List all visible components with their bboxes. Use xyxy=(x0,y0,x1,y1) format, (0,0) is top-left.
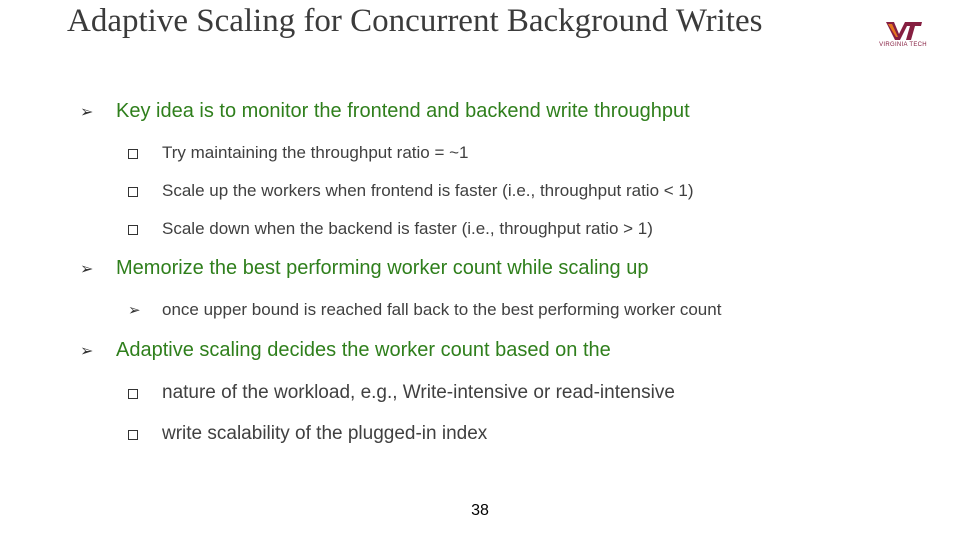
subbullet-text: write scalability of the plugged-in index xyxy=(162,423,488,444)
subbullet-workload xyxy=(128,382,675,404)
bullet-memorize xyxy=(80,257,648,280)
bullet-key-idea xyxy=(80,100,690,123)
arrow-bullet-icon: ➢ xyxy=(80,103,94,121)
bullet-text: Key idea is to monitor the frontend and backend write throughput xyxy=(116,100,690,122)
arrow-bullet-icon: ➢ xyxy=(80,260,94,278)
vt-logo-icon xyxy=(872,20,934,42)
subbullet-ratio xyxy=(128,143,469,163)
subbullet-text: once upper bound is reached fall back to the best performing worker count xyxy=(162,300,722,319)
checkbox-bullet-icon xyxy=(128,430,138,440)
bullet-text: Adaptive scaling decides the worker count based on the xyxy=(116,339,611,361)
subbullet-scale-up xyxy=(128,181,694,201)
subbullet-text: nature of the workload, e.g., Write-intensive or read-intensive xyxy=(162,382,675,403)
subbullet-scale-down xyxy=(128,219,653,239)
subbullet-text: Scale down when the backend is faster (i.e., throughput ratio > 1) xyxy=(162,219,653,238)
virginia-tech-logo xyxy=(872,20,934,50)
subbullet-index xyxy=(128,423,487,445)
subbullet-text: Try maintaining the throughput ratio = ~1 xyxy=(162,143,469,162)
logo-wordmark: VIRGINIA TECH xyxy=(879,42,927,48)
bullet-adaptive-scaling xyxy=(80,339,611,362)
arrow-bullet-icon: ➢ xyxy=(80,342,94,360)
checkbox-bullet-icon xyxy=(128,149,138,159)
page-number: 38 xyxy=(471,502,489,519)
subbullet-fallback xyxy=(128,300,721,320)
checkbox-bullet-icon xyxy=(128,225,138,235)
checkbox-bullet-icon xyxy=(128,187,138,197)
subbullet-text: Scale up the workers when frontend is faster (i.e., throughput ratio < 1) xyxy=(162,181,694,200)
arrow-bullet-icon: ➢ xyxy=(128,302,141,319)
bullet-text: Memorize the best performing worker count while scaling up xyxy=(116,257,649,279)
slide-title: Adaptive Scaling for Concurrent Background Writes xyxy=(67,3,763,39)
checkbox-bullet-icon xyxy=(128,389,138,399)
